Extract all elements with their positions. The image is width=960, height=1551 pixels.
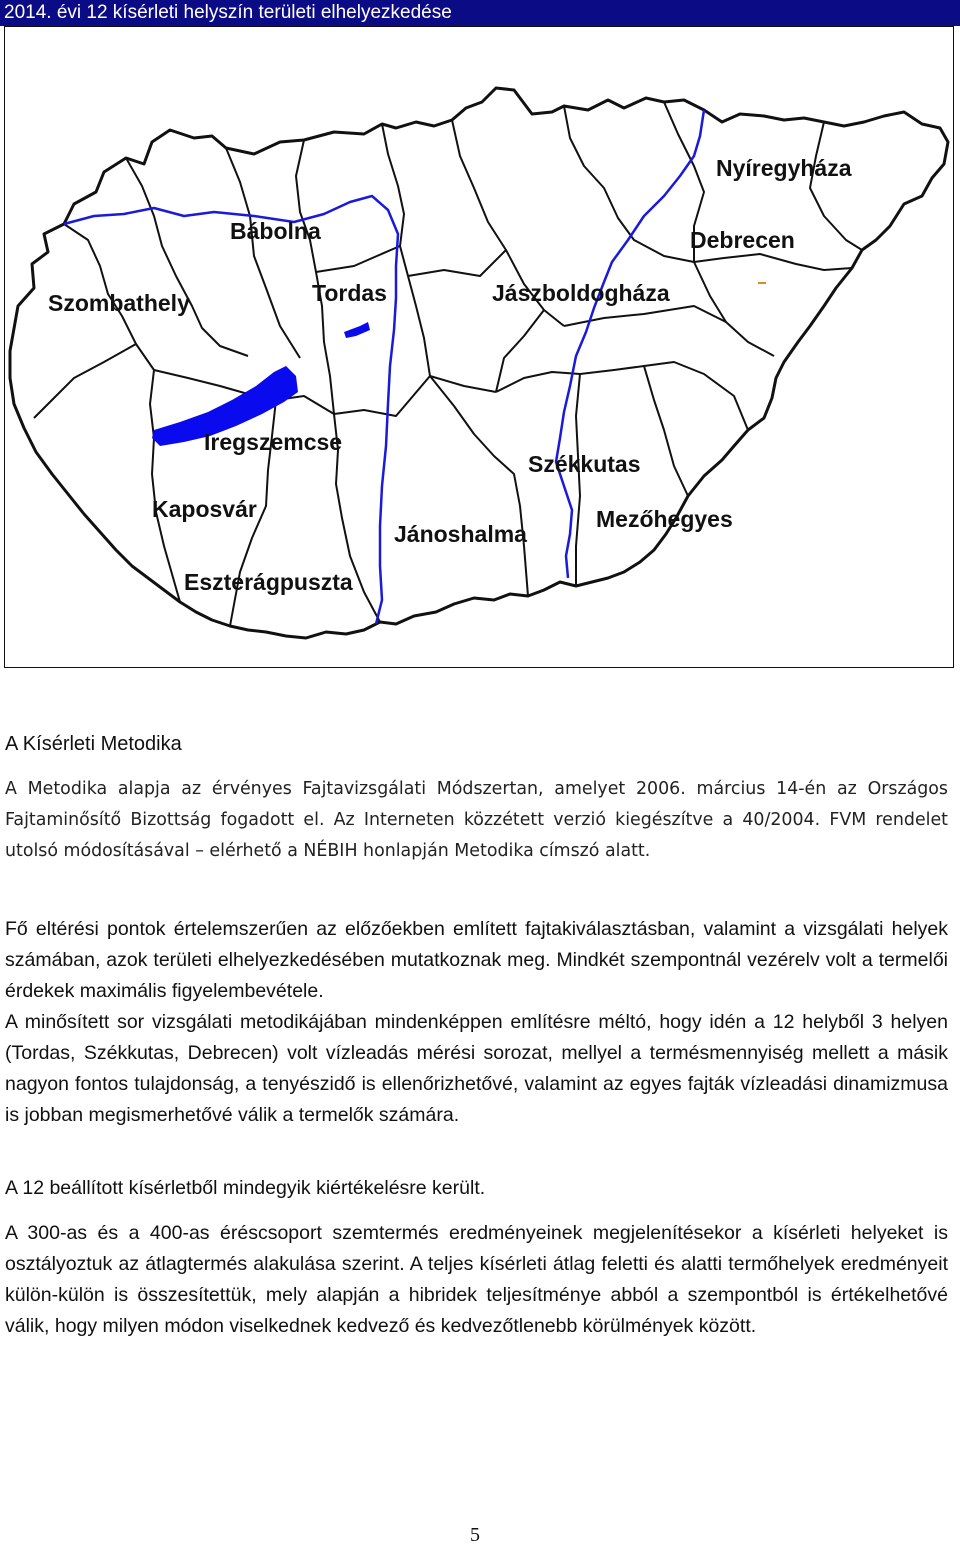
label-tordas: Tordas — [312, 280, 387, 306]
label-kaposvar: Kaposvár — [152, 496, 257, 522]
label-debrecen: Debrecen — [690, 227, 795, 253]
marker-dash — [758, 282, 766, 284]
label-eszteragpuszta: Eszterágpuszta — [184, 569, 353, 595]
map-svg — [4, 26, 954, 668]
hungary-map — [4, 26, 954, 668]
river-lines — [64, 110, 704, 624]
label-janoshalma: Jánoshalma — [394, 521, 527, 547]
label-jaszboldoghaza: Jászboldogháza — [492, 280, 670, 306]
lake-velence — [344, 322, 370, 338]
page-title: 2014. évi 12 kísérleti helyszín területi elhelyezkedése — [0, 0, 960, 26]
label-szekkutas: Székkutas — [528, 451, 641, 477]
label-babolna: Bábolna — [230, 218, 321, 244]
paragraph-differences: Fő eltérési pontok értelemszerűen az előzőekben említett fajtakiválasztásban, valamint a vizsgálati helyek számában, azok területi elhelyezkedésében mutatkoznak meg. Mindkét szempontnál vezérelv volt a termelői érdekek maximális figyelembevétele. — [5, 918, 948, 1002]
label-nyiregyhaza: Nyíregyháza — [716, 155, 852, 181]
map-frame — [5, 27, 954, 668]
label-iregszemcse: Iregszemcse — [204, 429, 343, 455]
label-mezohegyes: Mezőhegyes — [596, 506, 733, 532]
paragraph-evaluated: A 12 beállított kísérletből mindegyik kiértékelésre került. — [5, 1177, 486, 1199]
section-heading: A Kísérleti Metodika — [5, 733, 182, 755]
paragraph-water-release: A minősített sor vizsgálati metodikájában mindenképpen említésre méltó, hogy idén a 12 helyből 3 helyen (Tordas, Székkutas, Debrecen) volt vízleadás mérési sorozat, mellyel a termésmennyiség mellett a másik nagyon fontos tulajdonság, a tenyészidő is ellenőrizhetővé, valamint az egyes fajták vízleadási dinamizmusa is jobban megismerhetővé válik a termelők számára. — [5, 1011, 948, 1126]
page-number: 5 — [470, 1524, 480, 1546]
label-szombathely: Szombathely — [48, 290, 190, 316]
paragraph-methodology: A Metodika alapja az érvényes Fajtavizsgálati Módszertan, amelyet 2006. március 14-én az Országos Fajtaminősítő Bizottság fogadott el. Az Interneten közzétett verzió kiegészítve a 40/2004. FVM rendelet utolsó módosításával – elérhető a NÉBIH honlapján Metodika címszó alatt. — [5, 779, 948, 861]
paragraph-classification: A 300-as és a 400-as éréscsoport szemtermés eredményeinek megjelenítésekor a kísérleti helyeket is osztályoztuk az átlagtermés alakulása szerint. A teljes kísérleti átlag feletti és alatti termőhelyek eredményeit külön-külön is összesítettük, mely alapján a hibridek teljesítménye abból a szempontból is értékelhetővé válik, hogy milyen módon viselkednek kedvező és kedvezőtlenebb körülmények között. — [5, 1222, 948, 1337]
